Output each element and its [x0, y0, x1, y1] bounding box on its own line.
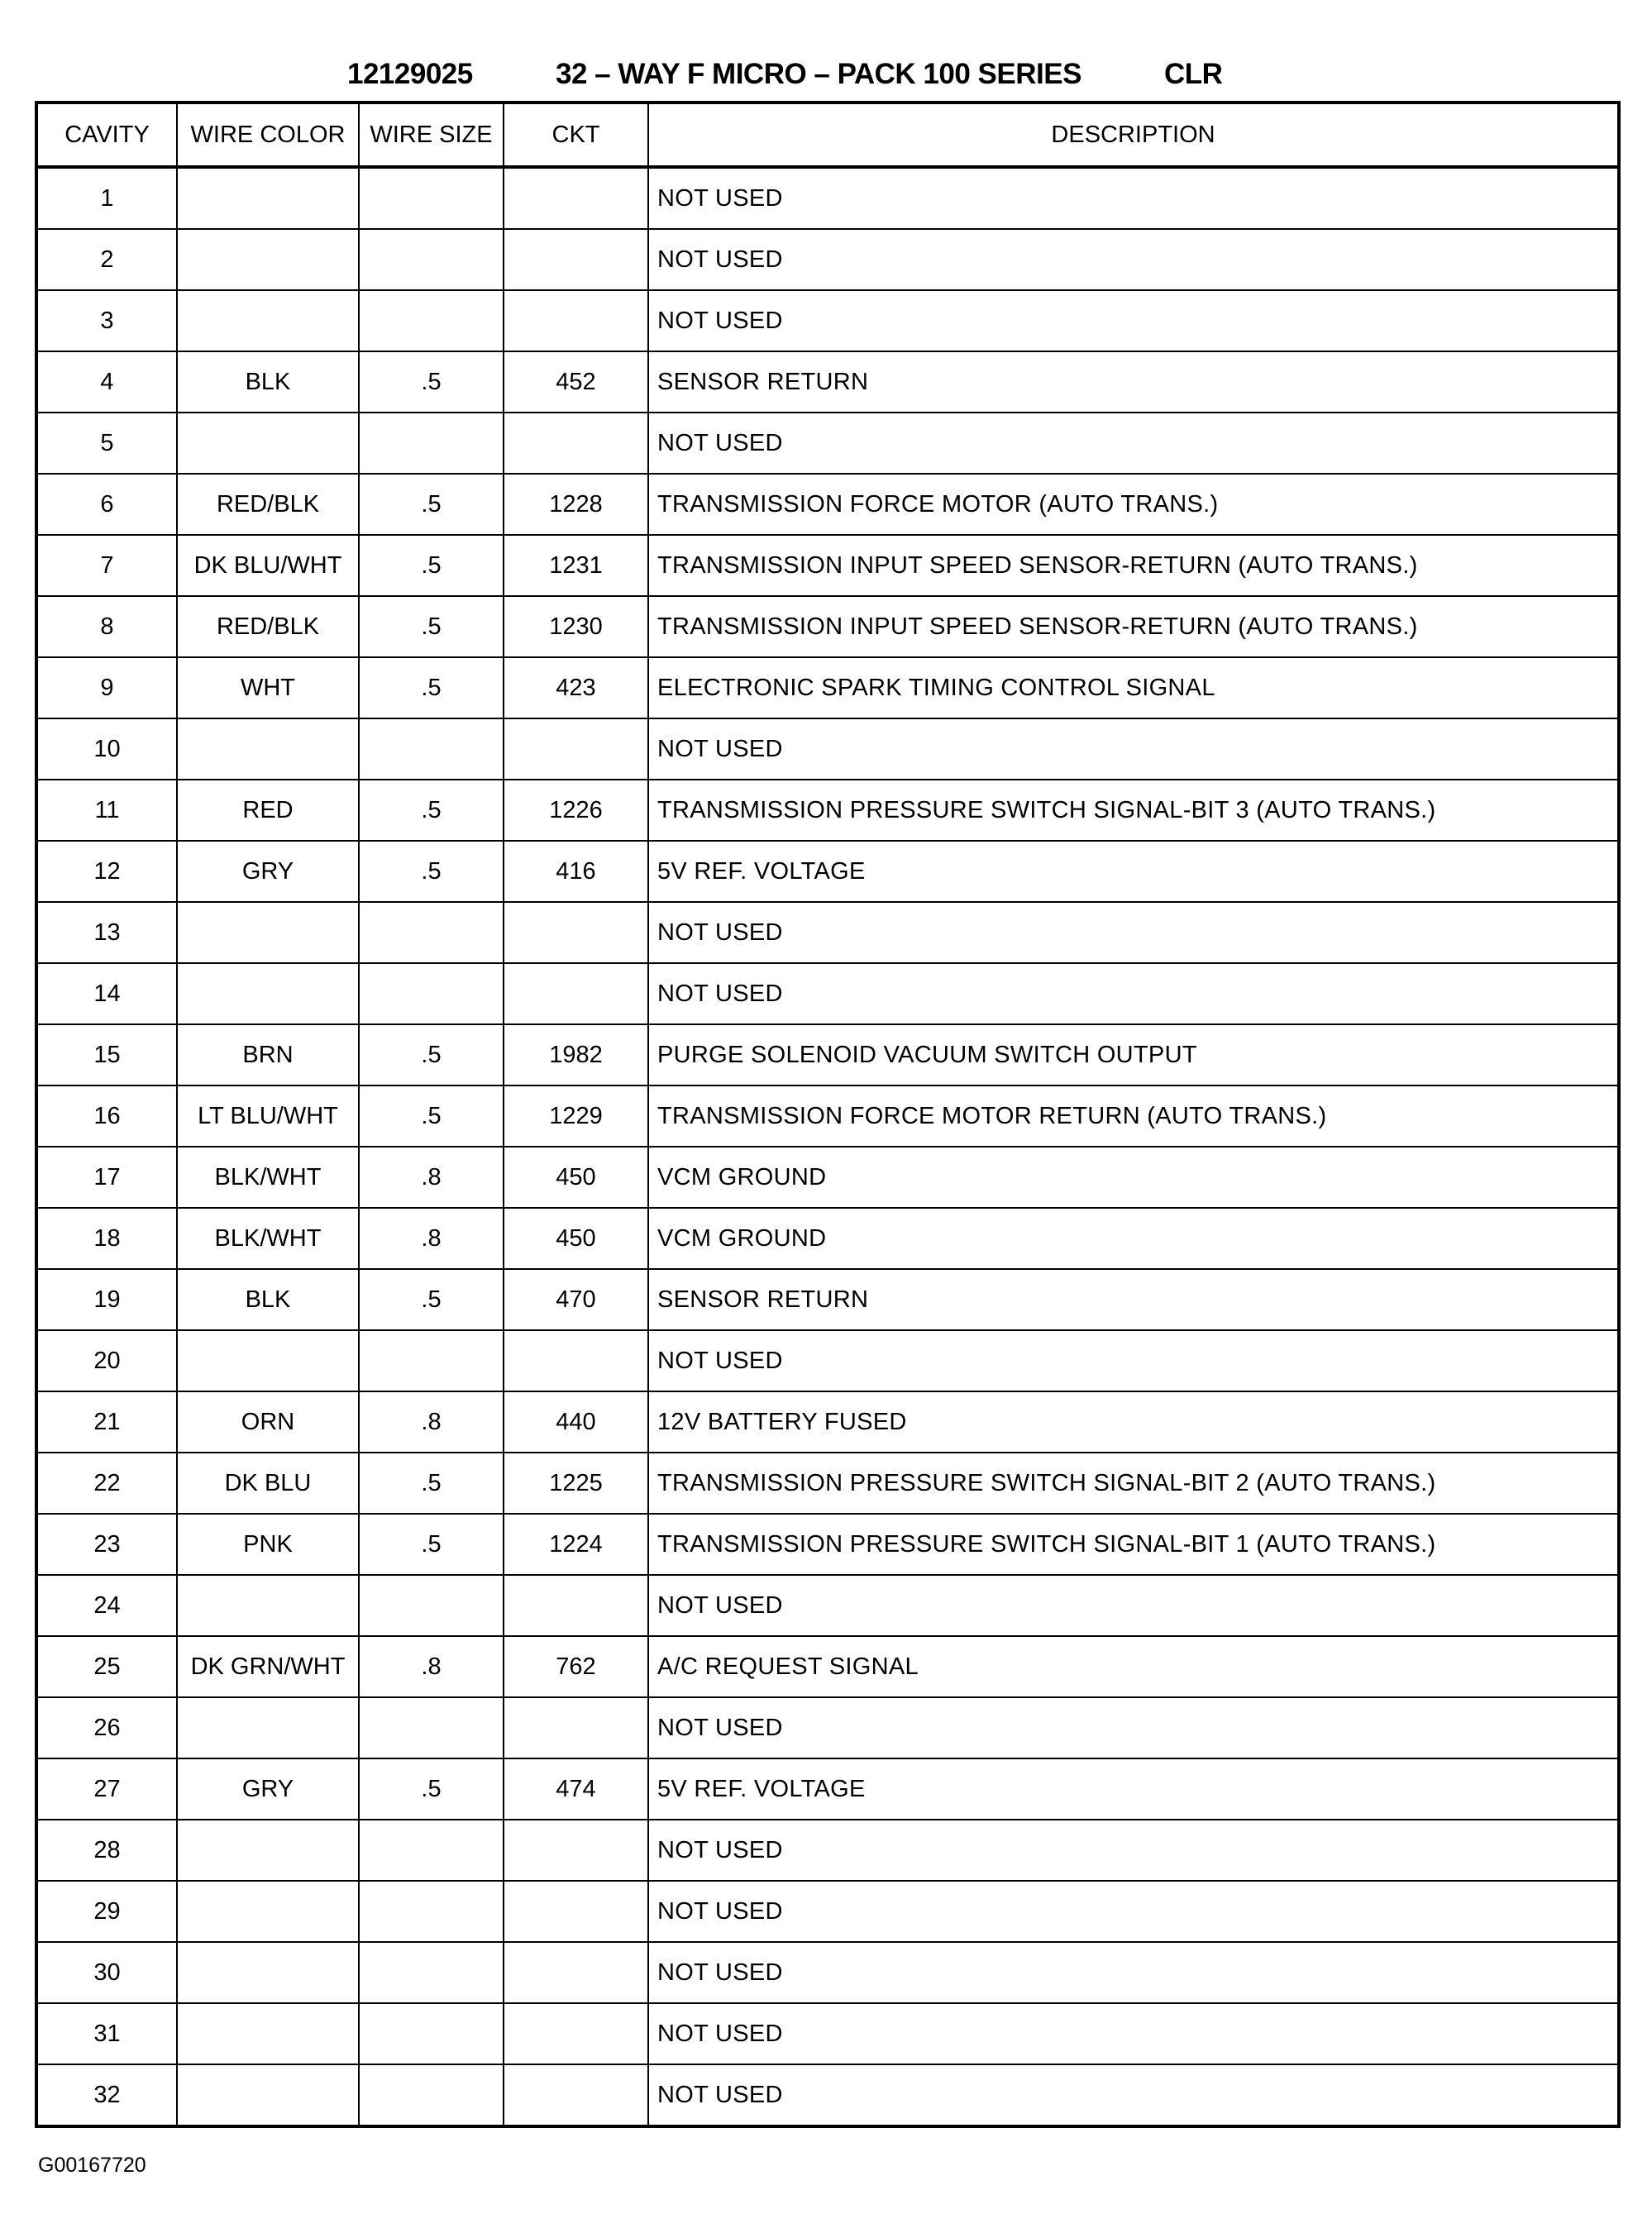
table-row	[36, 1514, 1619, 1575]
table-row	[36, 167, 1619, 229]
description-cell: TRANSMISSION PRESSURE SWITCH SIGNAL-BIT 3 (AUTO TRANS.)	[648, 780, 1619, 841]
wire-size-cell: .5	[359, 841, 504, 902]
cavity-cell: 29	[36, 1881, 177, 1942]
wire-color-cell: GRY	[177, 841, 359, 902]
wire-size-cell: .5	[359, 596, 504, 657]
cavity-cell: 24	[36, 1575, 177, 1636]
ckt-cell: 440	[504, 1391, 648, 1453]
ckt-cell	[504, 1820, 648, 1881]
description-cell: PURGE SOLENOID VACUUM SWITCH OUTPUT	[648, 1024, 1619, 1085]
table-row	[36, 229, 1619, 290]
ckt-cell	[504, 2003, 648, 2064]
wire-size-cell: .5	[359, 1514, 504, 1575]
wire-color-cell	[177, 902, 359, 963]
wire-color-cell: BLK/WHT	[177, 1147, 359, 1208]
ckt-cell: 1225	[504, 1453, 648, 1514]
wire-size-cell: .5	[359, 1085, 504, 1147]
cavity-cell: 21	[36, 1391, 177, 1453]
cavity-cell: 19	[36, 1269, 177, 1330]
column-header-wire-color: WIRE COLOR	[177, 103, 359, 167]
description-cell: NOT USED	[648, 1697, 1619, 1758]
wire-color-cell	[177, 1820, 359, 1881]
wire-size-cell	[359, 1697, 504, 1758]
wire-size-cell: .5	[359, 474, 504, 535]
cavity-cell: 22	[36, 1453, 177, 1514]
wire-size-cell: .5	[359, 535, 504, 596]
ckt-cell: 474	[504, 1758, 648, 1820]
cavity-cell: 31	[36, 2003, 177, 2064]
wire-color-cell	[177, 167, 359, 229]
ckt-cell	[504, 1330, 648, 1391]
description-cell: NOT USED	[648, 413, 1619, 474]
description-cell: TRANSMISSION FORCE MOTOR (AUTO TRANS.)	[648, 474, 1619, 535]
ckt-cell	[504, 963, 648, 1024]
ckt-cell: 423	[504, 657, 648, 718]
cavity-cell: 15	[36, 1024, 177, 1085]
wire-size-cell: .8	[359, 1147, 504, 1208]
wire-color-cell: GRY	[177, 1758, 359, 1820]
cavity-cell: 11	[36, 780, 177, 841]
description-cell: VCM GROUND	[648, 1208, 1619, 1269]
wire-color-cell: DK BLU/WHT	[177, 535, 359, 596]
wire-size-cell	[359, 1330, 504, 1391]
cavity-cell: 23	[36, 1514, 177, 1575]
wire-size-cell: .5	[359, 351, 504, 413]
wire-color-cell: BLK	[177, 351, 359, 413]
wire-color-cell	[177, 1881, 359, 1942]
ckt-cell: 1226	[504, 780, 648, 841]
description-cell: ELECTRONIC SPARK TIMING CONTROL SIGNAL	[648, 657, 1619, 718]
wire-color-cell: DK GRN/WHT	[177, 1636, 359, 1697]
table-row	[36, 413, 1619, 474]
cavity-cell: 12	[36, 841, 177, 902]
description-cell: SENSOR RETURN	[648, 351, 1619, 413]
description-cell: VCM GROUND	[648, 1147, 1619, 1208]
cavity-cell: 18	[36, 1208, 177, 1269]
wire-size-cell: .5	[359, 1453, 504, 1514]
description-cell: NOT USED	[648, 963, 1619, 1024]
description-cell: TRANSMISSION INPUT SPEED SENSOR-RETURN (AUTO TRANS.)	[648, 596, 1619, 657]
ckt-cell: 1229	[504, 1085, 648, 1147]
cavity-cell: 9	[36, 657, 177, 718]
cavity-cell: 10	[36, 718, 177, 780]
wire-color-cell	[177, 1330, 359, 1391]
table-row	[36, 1575, 1619, 1636]
wire-size-cell	[359, 902, 504, 963]
description-cell: 5V REF. VOLTAGE	[648, 841, 1619, 902]
description-cell: NOT USED	[648, 1942, 1619, 2003]
ckt-cell	[504, 2064, 648, 2126]
description-cell: TRANSMISSION PRESSURE SWITCH SIGNAL-BIT 1 (AUTO TRANS.)	[648, 1514, 1619, 1575]
table-row	[36, 2003, 1619, 2064]
cavity-cell: 30	[36, 1942, 177, 2003]
wire-size-cell: .5	[359, 780, 504, 841]
table-row	[36, 1085, 1619, 1147]
ckt-cell	[504, 229, 648, 290]
cavity-cell: 14	[36, 963, 177, 1024]
wire-size-cell	[359, 229, 504, 290]
description-cell: TRANSMISSION PRESSURE SWITCH SIGNAL-BIT 2 (AUTO TRANS.)	[648, 1453, 1619, 1514]
column-header-wire-size: WIRE SIZE	[359, 103, 504, 167]
ckt-cell: 1982	[504, 1024, 648, 1085]
ckt-cell: 1224	[504, 1514, 648, 1575]
connector-description: 32 – WAY F MICRO – PACK 100 SERIES	[556, 58, 1081, 90]
connector-header	[0, 51, 1652, 98]
wire-size-cell: .8	[359, 1208, 504, 1269]
description-cell: NOT USED	[648, 1881, 1619, 1942]
description-cell: NOT USED	[648, 902, 1619, 963]
wire-size-cell: .5	[359, 1758, 504, 1820]
wire-size-cell: .5	[359, 1024, 504, 1085]
ckt-cell	[504, 1575, 648, 1636]
wire-size-cell	[359, 1575, 504, 1636]
table-row	[36, 1024, 1619, 1085]
part-number: 12129025	[347, 58, 473, 90]
cavity-cell: 1	[36, 167, 177, 229]
wire-color-cell	[177, 2064, 359, 2126]
table-row	[36, 351, 1619, 413]
wire-size-cell	[359, 2064, 504, 2126]
description-cell: NOT USED	[648, 718, 1619, 780]
description-cell: NOT USED	[648, 1330, 1619, 1391]
ckt-cell	[504, 1942, 648, 2003]
ckt-cell: 452	[504, 351, 648, 413]
wire-color-cell	[177, 1697, 359, 1758]
ckt-cell: 470	[504, 1269, 648, 1330]
table-header-row	[36, 103, 1619, 167]
ckt-cell: 762	[504, 1636, 648, 1697]
description-cell: TRANSMISSION FORCE MOTOR RETURN (AUTO TRANS.)	[648, 1085, 1619, 1147]
ckt-cell	[504, 290, 648, 351]
description-cell: NOT USED	[648, 1820, 1619, 1881]
wire-color-cell	[177, 290, 359, 351]
table-row	[36, 902, 1619, 963]
table-row	[36, 1453, 1619, 1514]
wire-color-cell	[177, 718, 359, 780]
wire-size-cell: .8	[359, 1391, 504, 1453]
description-cell: SENSOR RETURN	[648, 1269, 1619, 1330]
column-header-ckt: CKT	[504, 103, 648, 167]
ckt-cell	[504, 413, 648, 474]
wire-size-cell	[359, 718, 504, 780]
table-row	[36, 1636, 1619, 1697]
cavity-cell: 6	[36, 474, 177, 535]
wire-color-cell: WHT	[177, 657, 359, 718]
wire-color-cell	[177, 229, 359, 290]
table-row	[36, 474, 1619, 535]
wire-color-cell: ORN	[177, 1391, 359, 1453]
table-row	[36, 1269, 1619, 1330]
table-row	[36, 1330, 1619, 1391]
table-row	[36, 841, 1619, 902]
wire-color-cell: RED/BLK	[177, 596, 359, 657]
description-cell: NOT USED	[648, 229, 1619, 290]
table-row	[36, 1697, 1619, 1758]
column-header-cavity: CAVITY	[36, 103, 177, 167]
cavity-cell: 16	[36, 1085, 177, 1147]
wire-size-cell	[359, 413, 504, 474]
description-cell: NOT USED	[648, 2003, 1619, 2064]
wire-size-cell: .5	[359, 1269, 504, 1330]
wire-size-cell	[359, 290, 504, 351]
wire-size-cell	[359, 1942, 504, 2003]
table-row	[36, 657, 1619, 718]
wire-color-cell	[177, 2003, 359, 2064]
wire-color-cell: DK BLU	[177, 1453, 359, 1514]
wire-color-cell	[177, 963, 359, 1024]
ckt-cell: 450	[504, 1208, 648, 1269]
table-row	[36, 1758, 1619, 1820]
wire-size-cell: .5	[359, 657, 504, 718]
table-row	[36, 1942, 1619, 2003]
ckt-cell: 416	[504, 841, 648, 902]
cavity-cell: 20	[36, 1330, 177, 1391]
wire-size-cell: .8	[359, 1636, 504, 1697]
description-cell: NOT USED	[648, 1575, 1619, 1636]
table-row	[36, 1820, 1619, 1881]
table-row	[36, 535, 1619, 596]
table-row	[36, 290, 1619, 351]
column-header-description: DESCRIPTION	[648, 103, 1619, 167]
ckt-cell	[504, 1881, 648, 1942]
description-cell: NOT USED	[648, 2064, 1619, 2126]
connector-color: CLR	[1164, 58, 1223, 90]
ckt-cell: 1228	[504, 474, 648, 535]
wire-color-cell	[177, 1575, 359, 1636]
connector-pinout-table	[35, 101, 1621, 2128]
description-cell: 5V REF. VOLTAGE	[648, 1758, 1619, 1820]
wire-size-cell	[359, 963, 504, 1024]
description-cell: A/C REQUEST SIGNAL	[648, 1636, 1619, 1697]
description-cell: NOT USED	[648, 290, 1619, 351]
cavity-cell: 32	[36, 2064, 177, 2126]
cavity-cell: 7	[36, 535, 177, 596]
wire-size-cell	[359, 1881, 504, 1942]
ckt-cell	[504, 718, 648, 780]
cavity-cell: 5	[36, 413, 177, 474]
description-cell: TRANSMISSION INPUT SPEED SENSOR-RETURN (AUTO TRANS.)	[648, 535, 1619, 596]
wire-color-cell: PNK	[177, 1514, 359, 1575]
table-row	[36, 2064, 1619, 2126]
table-row	[36, 1208, 1619, 1269]
figure-id: G00167720	[38, 2154, 146, 2177]
table-row	[36, 1391, 1619, 1453]
wire-color-cell: BLK	[177, 1269, 359, 1330]
table-row	[36, 1881, 1619, 1942]
cavity-cell: 26	[36, 1697, 177, 1758]
cavity-cell: 25	[36, 1636, 177, 1697]
table-row	[36, 596, 1619, 657]
wire-size-cell	[359, 1820, 504, 1881]
wire-size-cell	[359, 2003, 504, 2064]
description-cell: 12V BATTERY FUSED	[648, 1391, 1619, 1453]
wire-color-cell	[177, 1942, 359, 2003]
table-row	[36, 780, 1619, 841]
cavity-cell: 8	[36, 596, 177, 657]
ckt-cell	[504, 167, 648, 229]
ckt-cell: 450	[504, 1147, 648, 1208]
cavity-cell: 3	[36, 290, 177, 351]
table-row	[36, 1147, 1619, 1208]
table-row	[36, 963, 1619, 1024]
description-cell: NOT USED	[648, 167, 1619, 229]
cavity-cell: 28	[36, 1820, 177, 1881]
ckt-cell: 1230	[504, 596, 648, 657]
cavity-cell: 4	[36, 351, 177, 413]
wire-color-cell: BLK/WHT	[177, 1208, 359, 1269]
ckt-cell: 1231	[504, 535, 648, 596]
wire-color-cell: BRN	[177, 1024, 359, 1085]
ckt-cell	[504, 902, 648, 963]
ckt-cell	[504, 1697, 648, 1758]
wire-color-cell: LT BLU/WHT	[177, 1085, 359, 1147]
table-body	[36, 167, 1619, 2126]
wire-size-cell	[359, 167, 504, 229]
cavity-cell: 2	[36, 229, 177, 290]
cavity-cell: 13	[36, 902, 177, 963]
cavity-cell: 17	[36, 1147, 177, 1208]
cavity-cell: 27	[36, 1758, 177, 1820]
wire-color-cell: RED/BLK	[177, 474, 359, 535]
wire-color-cell: RED	[177, 780, 359, 841]
table-row	[36, 718, 1619, 780]
wire-color-cell	[177, 413, 359, 474]
